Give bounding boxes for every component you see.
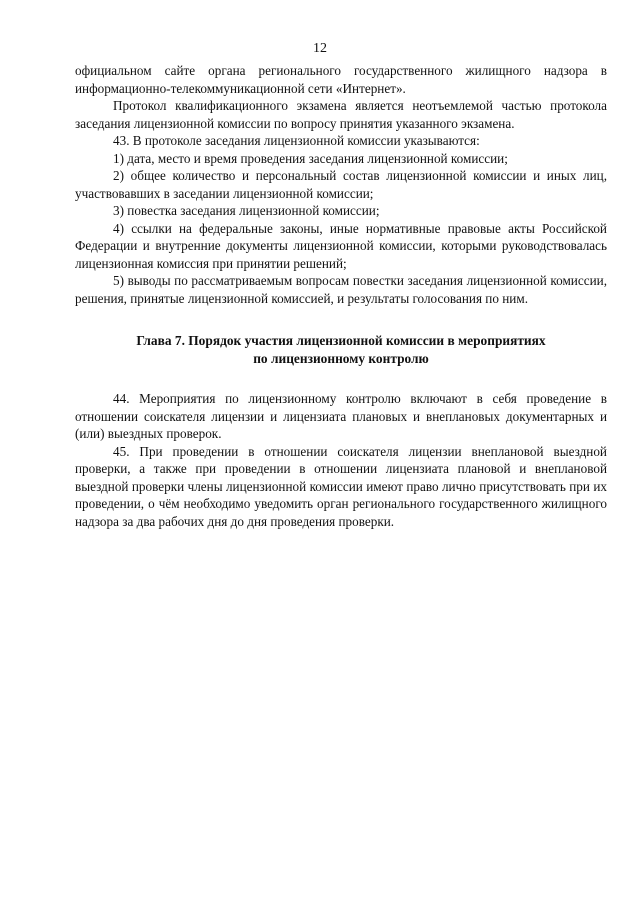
document-body [75,62,607,530]
paragraph-item-44: 44. Мероприятия по лицензионному контролю включают в себя проведение в отношении соискателя лицензии и лицензиата плановых и внеплановых документарных и (или) выездных проверок. [75,391,607,441]
chapter-heading-line-2: по лицензионному контролю [253,351,429,366]
list-item-43-1: 1) дата, место и время проведения заседания лицензионной комиссии; [113,150,508,166]
paragraph-item-45: 45. При проведении в отношении соискателя лицензии внеплановой выездной проверки, а также при проведении в отношении лицензиата плановой и внеплановой выездной проверки члены лицензионной комиссии имеют право лично присутствовать при их проведении, о чём необходимо уведомить орган регионального государственного жилищного надзора за два рабочих дня до дня проведения проверки. [75,443,607,529]
list-item-43-2: 2) общее количество и персональный состав лицензионной комиссии и иных лиц, участвовавших в заседании лицензионной комиссии; [75,168,607,201]
paragraph-continuation: официальном сайте органа регионального государственного жилищного надзора в информационно-телекоммуникационной сети «Интернет». [75,63,607,96]
chapter-heading-line-1: Глава 7. Порядок участия лицензионной комиссии в мероприятиях [136,333,546,348]
list-item-43-5: 5) выводы по рассматриваемым вопросам повестки заседания лицензионной комиссии, решения, принятые лицензионной комиссией, и результаты голосования по ним. [75,273,607,306]
paragraph-item-43: 43. В протоколе заседания лицензионной комиссии указываются: [113,133,480,148]
page-number: 12 [313,41,327,56]
list-item-43-3: 3) повестка заседания лицензионной комиссии; [113,203,380,218]
chapter-heading [75,332,607,368]
paragraph-protocol-exam: Протокол квалификационного экзамена является неотъемлемой частью протокола заседания лицензионной комиссии по вопросу принятия указанного экзамена. [75,98,607,131]
list-item-43-4: 4) ссылки на федеральные законы, иные нормативные правовые акты Российской Федерации и внутренние документы лицензионной комиссии, которыми руководствовалась лицензионная комиссия при принятии решений; [75,220,607,271]
